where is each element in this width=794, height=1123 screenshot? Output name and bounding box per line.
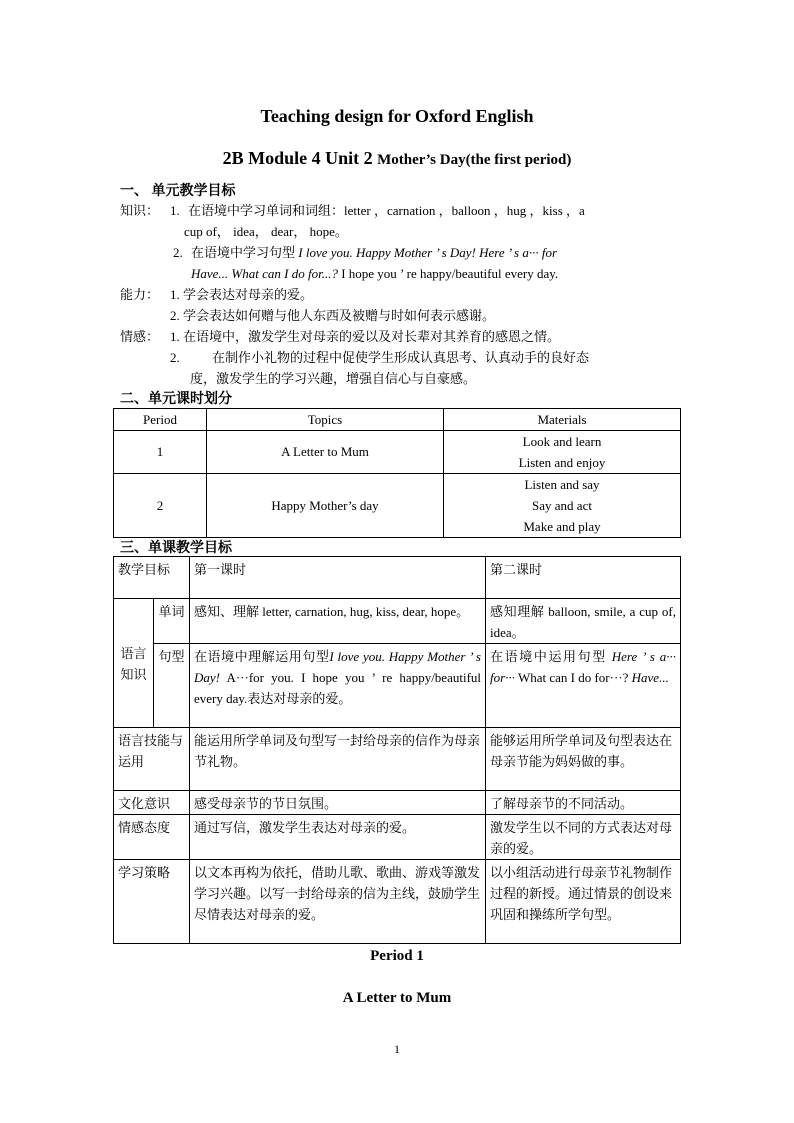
section2-heading: 二、单元课时划分 xyxy=(120,392,232,407)
material-item: Say and act xyxy=(532,498,592,513)
k2-line2-en: Have... What can I do for...? xyxy=(191,266,338,281)
emotion-label: 情感： xyxy=(120,329,160,344)
culture-p2: 了解母亲节的不同活动。 xyxy=(486,791,681,815)
k2-line2-rest: I hope you ’ re happy/beautiful every day. xyxy=(341,266,559,281)
culture-p1: 感受母亲节的节日氛围。 xyxy=(190,791,486,815)
lesson-title: A Letter to Mum xyxy=(342,990,452,1006)
col-materials: Materials xyxy=(444,409,681,431)
period2-header: 第二课时 xyxy=(486,557,681,599)
k1-num: 1. xyxy=(170,203,180,218)
col-period: Period xyxy=(114,409,207,431)
ability-1: 1. 学会表达对母亲的爱。 xyxy=(170,287,314,302)
document-subtitle xyxy=(0,148,794,169)
period-heading: Period 1 xyxy=(370,948,424,964)
goal-header: 教学目标 xyxy=(114,557,190,599)
col-topics: Topics xyxy=(207,409,444,431)
emotion-2-line2: 度，激发学生的学习兴趣，增强自信心与自豪感。 xyxy=(190,371,477,386)
sent-p1-en1: I love you. Happy Mother ’ s Day! xyxy=(194,649,481,685)
subtitle-main: 2B Module 4 Unit 2 xyxy=(222,148,378,168)
k2-num: 2. xyxy=(173,245,183,260)
material-item: Listen and say xyxy=(524,477,600,492)
page-number: 1 xyxy=(394,1042,400,1056)
table-row xyxy=(114,431,681,474)
document-title: Teaching design for Oxford English xyxy=(260,106,534,126)
subtitle-small: Mother’s Day(the first period) xyxy=(377,152,572,168)
skills-p2: 能够运用所学单词及句型表达在母亲节能为妈妈做的事。 xyxy=(486,728,681,791)
k1-line2: cup of， idea， dear， hope。 xyxy=(184,224,348,239)
ability-label: 能力： xyxy=(120,287,160,302)
goals-table xyxy=(113,556,681,944)
sent-p2-en1: Here ’ s a··· for··· xyxy=(490,649,677,685)
materials-cell xyxy=(444,431,681,474)
strategy-p1: 以文本再构为依托，借助儿歌、歌曲、游戏等激发学习兴趣。以写一封给母亲的信为主线，鼓励学生尽情表达对母亲的爱。 xyxy=(190,860,486,944)
e2-num: 2. xyxy=(170,350,180,365)
sent-p2-en2: What can I do for···? xyxy=(517,670,629,685)
period-cell: 2 xyxy=(114,474,207,538)
table-row xyxy=(114,474,681,538)
sentences-p1 xyxy=(190,644,486,728)
topic-cell: Happy Mother’s day xyxy=(207,474,444,538)
k2-line2 xyxy=(191,263,558,284)
topic-cell: A Letter to Mum xyxy=(207,431,444,474)
attitude-p1: 通过写信，激发学生表达对母亲的爱。 xyxy=(190,815,486,860)
culture-label: 文化意识 xyxy=(114,791,190,815)
period-cell: 1 xyxy=(114,431,207,474)
words-label: 单词 xyxy=(154,599,190,644)
attitude-label: 情感态度 xyxy=(114,815,190,860)
emotion-1: 1. 在语境中，激发学生对母亲的爱以及对长辈对其养育的感恩之情。 xyxy=(170,329,561,344)
sent-p1-en2: A···for you. I hope you ’ re happy/beautiful every day. xyxy=(194,670,482,706)
sent-p2-en3: Have... xyxy=(631,670,669,685)
period-table xyxy=(113,408,681,538)
strategy-p2: 以小组活动进行母亲节礼物制作过程的新授。通过情景的创设来巩固和操练所学句型。 xyxy=(486,860,681,944)
words-p1: 感知、理解 letter, carnation, hug, kiss, dear, hope。 xyxy=(190,599,486,644)
k2-line1-en: I love you. Happy Mother ’ s Day! Here ’ s a··· for xyxy=(298,245,558,260)
material-item: Make and play xyxy=(523,519,601,534)
strategy-label: 学习策略 xyxy=(114,860,190,944)
sentences-p2 xyxy=(486,644,681,728)
sent-p1-end: 表达对母亲的爱。 xyxy=(247,691,352,706)
materials-cell xyxy=(444,474,681,538)
emotion-2-line1: 在制作小礼物的过程中促使学生形成认真思考、认真动手的良好态 xyxy=(212,350,590,365)
material-item: Listen and enjoy xyxy=(518,455,606,470)
k2-line1-cn: 在语境中学习句型 xyxy=(191,245,296,260)
sentences-label: 句型 xyxy=(154,644,190,728)
ability-2: 2. 学会表达如何赠与他人东西及被赠与时如何表示感谢。 xyxy=(170,308,496,323)
k1-line1: 在语境中学习单词和词组：letter ，carnation ，balloon ，hug ，kiss ，a xyxy=(188,203,585,218)
section3-heading: 三、单课教学目标 xyxy=(120,541,232,556)
sent-p1-cn: 在语境中理解运用句型 xyxy=(194,649,330,664)
skills-p1: 能运用所学单词及句型写一封给母亲的信作为母亲节礼物。 xyxy=(190,728,486,791)
lang-knowledge-label: 语言知识 xyxy=(114,599,154,728)
section1-heading: 一、 单元教学目标 xyxy=(120,184,236,199)
attitude-p2: 激发学生以不同的方式表达对母亲的爱。 xyxy=(486,815,681,860)
period1-header: 第一课时 xyxy=(190,557,486,599)
words-p2: 感知理解 balloon, smile, a cup of, idea。 xyxy=(486,599,681,644)
sent-p2-cn: 在语境中运用句型 xyxy=(490,649,607,664)
k2-line1 xyxy=(191,242,557,263)
knowledge-label: 知识： xyxy=(120,203,160,218)
skills-label: 语言技能与运用 xyxy=(114,728,190,791)
material-item: Look and learn xyxy=(522,434,602,449)
